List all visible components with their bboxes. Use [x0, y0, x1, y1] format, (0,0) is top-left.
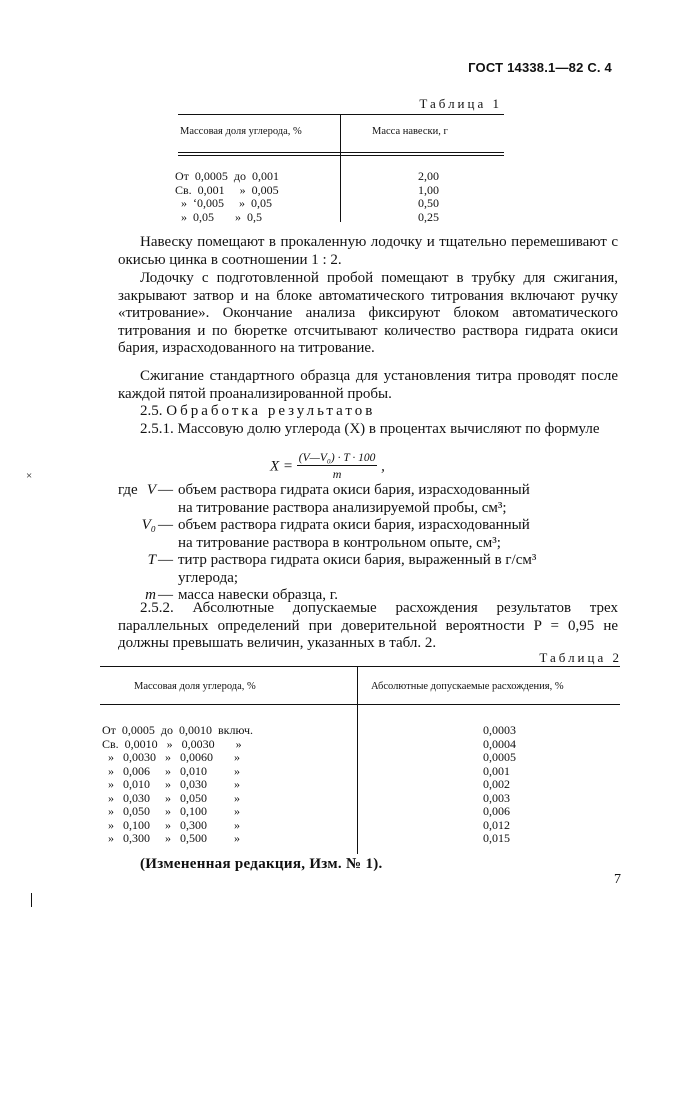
document-reference: ГОСТ 14338.1—82 С. 4	[468, 60, 612, 75]
table2-caption: Таблица 2	[539, 650, 622, 665]
formula	[270, 452, 385, 482]
table1-header-rule	[178, 152, 504, 153]
formula-numerator: (V—V₀) · T · 100	[298, 452, 376, 464]
section-title: Обработка результатов	[166, 403, 376, 419]
table-row: » 0,010 » 0,030 »	[102, 777, 240, 791]
formula-lhs: X =	[270, 458, 294, 475]
definition-symbol: m	[145, 587, 156, 603]
table-row: » 0,100 » 0,300 »	[102, 817, 240, 832]
table-row: От 0,0005 до 0,0010 включ.	[102, 723, 254, 737]
paragraph-1: Навеску помещают в прокаленную лодочку и тщательно перемешивают с окисью цинка в соотношении 1 : 2.	[118, 234, 618, 268]
paragraph-3: Сжигание стандартного образца для установления титра проводят после каждой пятой проанализированной пробы.	[118, 368, 618, 402]
definition-text-2: углерода;	[178, 569, 239, 586]
table-row: » 0,050 » 0,100 »	[102, 804, 240, 818]
table2-header-rule	[100, 704, 620, 705]
definition-dash: —	[158, 517, 173, 533]
definition-v	[144, 482, 622, 517]
table2-col1-header: Массовая доля углерода, %	[134, 681, 256, 692]
table1-col2-header: Масса навески, г	[372, 126, 448, 137]
table-cell: 0,015	[483, 831, 510, 845]
table-row: Св. 0,001 » 0,005	[175, 182, 279, 197]
table2-column-divider	[357, 666, 358, 854]
paragraph-5: 2.5.2. Абсолютные допускаемые расхождения результатов трех параллельных определений при доверительной вероятности P = 0,95 не должны превышать величин, указанных в табл. 2.	[118, 600, 618, 651]
table-cell: 0,003	[483, 790, 510, 805]
table-cell: 0,012	[483, 817, 510, 832]
table-cell: 0,002	[483, 777, 510, 791]
table-cell: 0,006	[483, 804, 510, 818]
paragraph-4: 2.5.1. Массовую долю углерода (X) в процентах вычисляют по формуле	[140, 421, 600, 437]
table-row: » 0,0030 » 0,0060 »	[102, 750, 240, 764]
table1-column-divider	[340, 114, 341, 222]
table-row: От 0,0005 до 0,001	[175, 169, 280, 183]
margin-mark: ×	[26, 470, 33, 482]
table2-top-rule	[100, 666, 620, 667]
table1-caption: Таблица 1	[419, 96, 502, 111]
table-row: » 0,030 » 0,050 »	[102, 790, 240, 805]
formula-denominator: m	[332, 467, 342, 481]
definition-t	[144, 552, 622, 587]
table-row: » 0,300 » 0,500 »	[102, 831, 240, 845]
definition-text: титр раствора гидрата окиси бария, выраженный в г/см³	[178, 552, 537, 568]
section-heading	[118, 403, 618, 421]
definition-dash: —	[158, 482, 173, 498]
table-cell: 2,00	[418, 169, 439, 183]
table-cell: 1,00	[418, 182, 439, 197]
definitions	[141, 482, 622, 605]
table-row: » 0,05 » 0,5	[175, 209, 262, 224]
definition-text-2: на титрование раствора анализируемой пробы, см³;	[178, 499, 507, 516]
table2-col2-header: Абсолютные допускаемые расхождения, %	[371, 681, 564, 692]
definition-symbol: V₀	[141, 517, 156, 533]
amendment-note: (Измененная редакция, Изм. № 1).	[140, 856, 383, 872]
table1-top-rule	[178, 114, 504, 115]
where-label: где	[118, 482, 138, 498]
table-cell: 0,0004	[483, 736, 516, 751]
page-number: 7	[614, 872, 621, 887]
margin-tick	[31, 893, 32, 907]
table-row: » 0,006 » 0,010 »	[102, 763, 240, 778]
definition-v0	[141, 517, 622, 552]
table-cell: 0,001	[483, 763, 510, 778]
definition-dash: —	[158, 587, 173, 603]
definition-text-2: на титрование раствора в контрольном опыте, см³;	[178, 534, 501, 551]
formula-fraction	[297, 452, 378, 482]
table-row: Св. 0,0010 » 0,0030 »	[102, 736, 242, 751]
definition-dash: —	[158, 552, 173, 568]
table1-masses	[418, 170, 439, 224]
table-cell: 0,25	[418, 209, 439, 224]
table2-values	[483, 724, 516, 846]
definition-text: объем раствора гидрата окиси бария, израсходованный	[178, 517, 530, 533]
section-number: 2.5.	[140, 403, 163, 419]
definition-text: объем раствора гидрата окиси бария, израсходованный	[178, 482, 530, 498]
formula-tail: ,	[381, 458, 385, 475]
paragraph-2: Лодочку с подготовленной пробой помещают в трубку для сжигания, закрывают затвор и на блоке автоматического титрования включают ручку «титрование». Окончание анализа фиксируют блоком автоматического титрования и по бюретке отсчитывают количество раствора гидрата окиси бария, израсходованного на титрование.	[118, 270, 618, 356]
table1-header-rule-double	[178, 155, 504, 156]
definition-symbol: T	[147, 552, 156, 568]
table1-ranges	[175, 170, 279, 224]
table-cell: 0,50	[418, 196, 439, 210]
table1-col1-header: Массовая доля углерода, %	[180, 126, 302, 137]
table-row: » ‘0,005 » 0,05	[175, 196, 272, 210]
table2-ranges	[102, 724, 253, 846]
definition-symbol: V	[146, 482, 156, 498]
table-cell: 0,0005	[483, 750, 516, 764]
definition-text: масса навески образца, г.	[178, 587, 338, 603]
table-cell: 0,0003	[483, 723, 516, 737]
